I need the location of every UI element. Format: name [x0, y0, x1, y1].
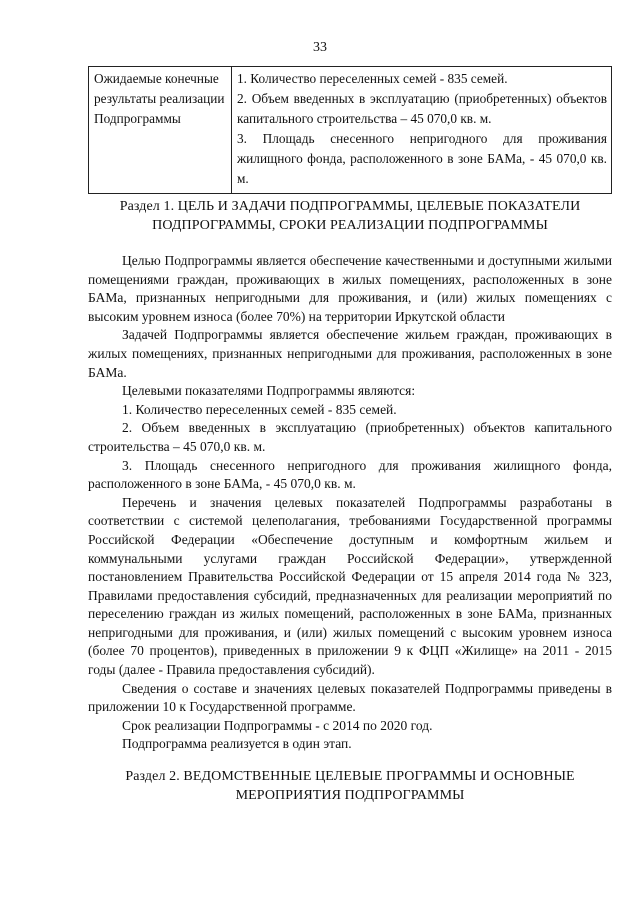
implementation-stages: Подпрограмма реализуется в один этап. — [122, 736, 352, 752]
expected-results-table — [88, 66, 612, 194]
indicator-item-1: 1. Количество переселенных семей - 835 семей. — [122, 401, 397, 417]
goal-paragraph: Целью Подпрограммы является обеспечение качественными и доступными жилыми помещениями граждан, проживающих в жилых помещениях, расположенных в зоне БАМа, признанных непригодными для проживания, и (или) жилых помещениях с высоким уровнем износа (более 70%) на территории Иркутской области — [88, 253, 612, 324]
section-1-heading: Раздел 1. ЦЕЛЬ И ЗАДАЧИ ПОДПРОГРАММЫ, ЦЕЛЕВЫЕ ПОКАЗАТЕЛИ ПОДПРОГРАММЫ, СРОКИ РЕАЛИЗАЦИИ ПОДПРОГРАММЫ — [119, 199, 581, 233]
indicators-intro: Целевыми показателями Подпрограммы являются: — [122, 383, 416, 399]
indicators-info-paragraph: Сведения о составе и значениях целевых показателей Подпрограммы приведены в приложении 10 к Государственной программе. — [88, 680, 612, 715]
table-value-cell — [232, 67, 612, 194]
table-label-cell: Ожидаемые конечные результаты реализации Подпрограммы — [89, 67, 232, 194]
indicators-basis-paragraph: Перечень и значения целевых показателей Подпрограммы разработаны в соответствии с системой целеполагания, требованиями Государственной программы Российской Федерации «Обеспечение доступным и комфортным жильем и коммунальными услугами граждан Российской Федерации», утвержденной постановлением Правительства Российской Федерации от 15 апреля 2014 года № 323, Правилами предоставления субсидий, предназначенных для реализации мероприятий по переселению граждан из жилых помещений, расположенных в зоне БАМа, признанных непригодными для проживания, и (или) жилых помещений с высоким уровнем износа (более 70 процентов), приведенных в приложении 9 к ФЦП «Жилище» на 2011 - 2015 годы (далее - Правила предоставления субсидий). — [88, 494, 612, 678]
indicator-item-3: 3. Площадь снесенного непригодного для проживания жилищного фонда, расположенного в зоне БАМа, - 45 070,0 кв. м. — [88, 457, 612, 492]
section-1-body — [88, 252, 612, 754]
page-number: 33 — [313, 40, 327, 55]
result-item-3: 3. Площадь снесенного непригодного для проживания жилищного фонда, расположенного в зоне БАМа, - 45 070,0 кв. м. — [237, 131, 607, 186]
section-2-heading: Раздел 2. ВЕДОМСТВЕННЫЕ ЦЕЛЕВЫЕ ПРОГРАММЫ И ОСНОВНЫЕ МЕРОПРИЯТИЯ ПОДПРОГРАММЫ — [125, 769, 575, 803]
indicator-item-2: 2. Объем введенных в эксплуатацию (приобретенных) объектов капитального строительства – 45 070,0 кв. м. — [88, 420, 612, 454]
task-paragraph: Задачей Подпрограммы является обеспечение жильем граждан, проживающих в жилых помещениях, признанных непригодными для проживания, расположенных в зоне БАМа. — [88, 327, 612, 380]
implementation-period: Срок реализации Подпрограммы - с 2014 по 2020 год. — [122, 717, 433, 733]
result-item-2: 2. Объем введенных в эксплуатацию (приобретенных) объектов капитального строительства – 45 070,0 кв. м. — [237, 91, 607, 126]
result-item-1: 1. Количество переселенных семей - 835 семей. — [237, 71, 508, 86]
table-row — [89, 67, 612, 194]
